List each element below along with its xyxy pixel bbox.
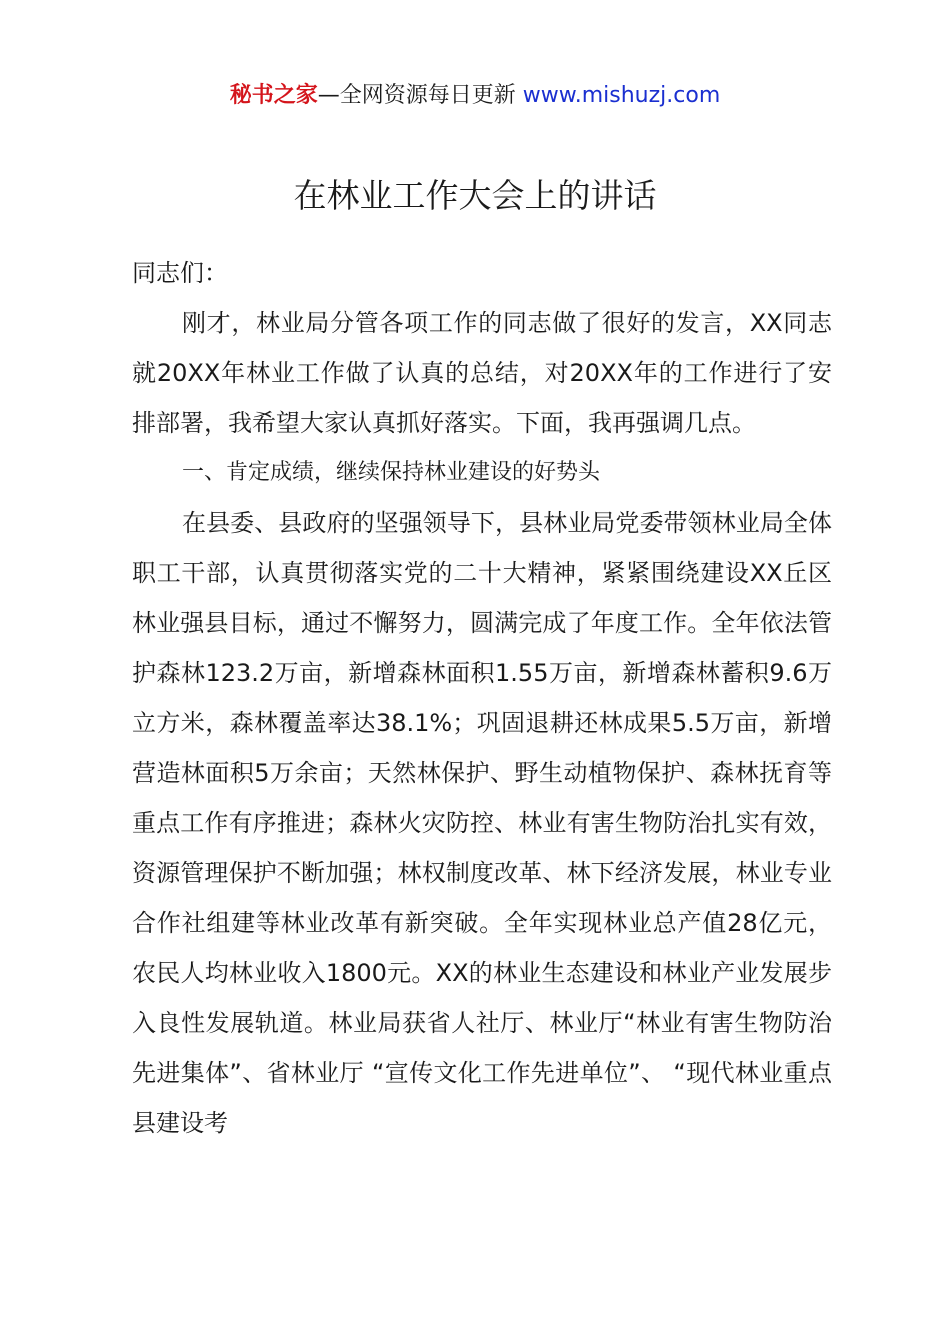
brand-name: 秘书之家 — [229, 83, 318, 108]
paragraph-achievements: 在县委、县政府的坚强领导下，县林业局党委带领林业局全体职工干部，认真贯彻落实党的二十大精神，紧紧围绕建设XX丘区林业强县目标，通过不懈努力，圆满完成了年度工作。全年依法管护森林123.2万亩，新增森林面积1.55万亩，新增森林蓄积9.6万立方米，森林覆盖率达38.1%；巩固退耕还林成果5.5万亩，新增营造林面积5万余亩；天然林保护、野生动植物保护、森林抚育等重点工作有序推进；森林火灾防控、林业有害生物防治扎实有效，资源管理保护不断加强；林权制度改革、林下经济发展，林业专业合作社组建等林业改革有新突破。全年实现林业总产值28亿元，农民人均林业收入1800元。XX的林业生态建设和林业产业发展步入良性发展轨道。林业局获省人社厅、林业厅“林业有害生物防治先进集体”、省林业厅 “宣传文化工作先进单位”、 “现代林业重点县建设考 — [132, 509, 832, 1137]
header-tagline: —全网资源每日更新 — [317, 83, 523, 108]
document-title: 在林业工作大会上的讲话 — [293, 176, 657, 215]
paragraph-intro: 刚才，林业局分管各项工作的同志做了很好的发言，XX同志就20XX年林业工作做了认真的总结，对20XX年的工作进行了安排部署，我希望大家认真抓好落实。下面，我再强调几点。 — [132, 309, 832, 437]
section-heading: 一、肯定成绩，继续保持林业建设的好势头 — [182, 460, 601, 485]
site-url-link[interactable]: www.mishuzj.com — [522, 83, 721, 108]
document-body — [132, 248, 832, 1148]
salutation: 同志们： — [132, 259, 228, 287]
site-header — [0, 80, 950, 112]
